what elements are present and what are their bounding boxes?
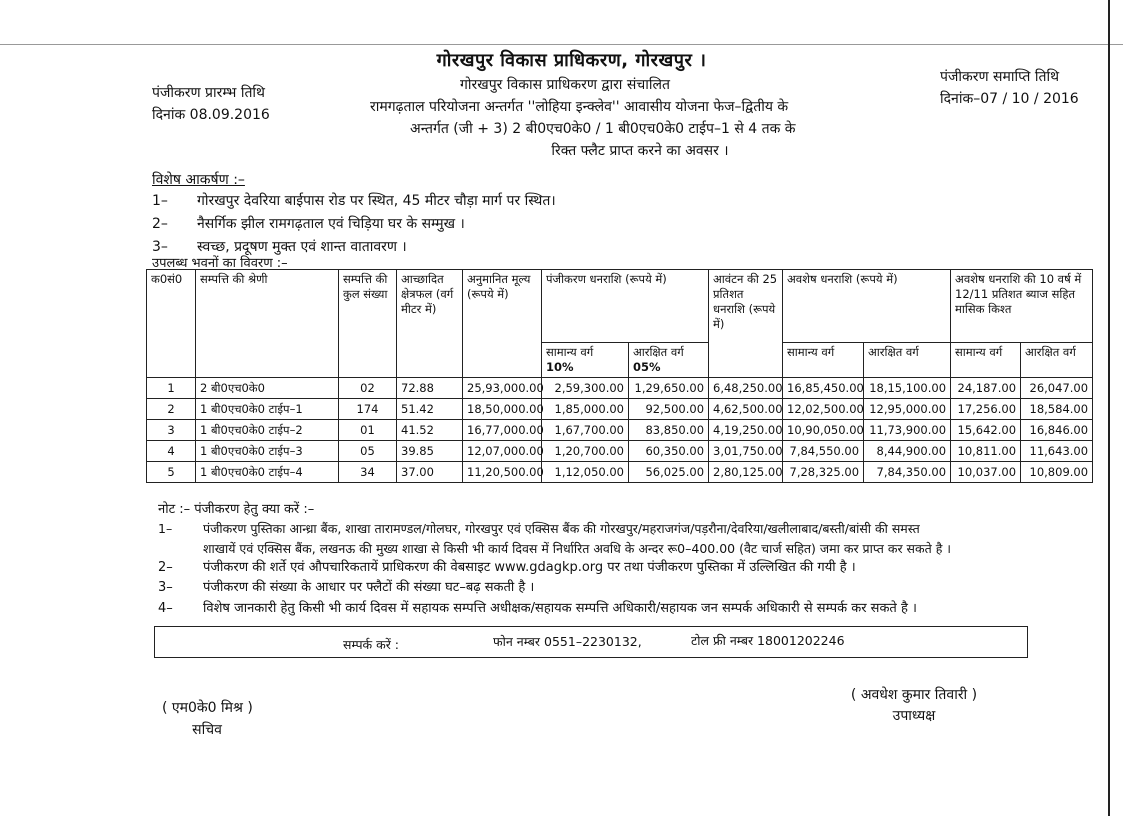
cell-category: 1 बी0एच0के0 टाईप–4 <box>196 462 339 483</box>
cell-emi-general: 24,187.00 <box>951 378 1021 399</box>
reg-general-pct: 10% <box>546 360 574 374</box>
cell-sno: 5 <box>147 462 196 483</box>
contact-phone: फोन नम्बर 0551–2230132, <box>493 634 642 649</box>
note-num: 1– <box>158 521 173 536</box>
registration-end <box>940 66 1079 110</box>
cell-value: 12,07,000.00 <box>463 441 542 462</box>
subcol-reg-general <box>542 343 629 378</box>
attraction-text: गोरखपुर देवरिया बाईपास रोड पर स्थित, 45 मीटर चौड़ा मार्ग पर स्थित। <box>197 193 556 209</box>
cell-reg-general: 1,85,000.00 <box>542 399 629 420</box>
cell-area: 41.52 <box>397 420 463 441</box>
note-num: 4– <box>158 601 173 616</box>
cell-balance-reserved: 18,15,100.00 <box>864 378 951 399</box>
cell-count: 34 <box>339 462 397 483</box>
note-num: 3– <box>158 580 173 595</box>
table-row <box>147 462 1093 483</box>
cell-balance-reserved: 8,44,900.00 <box>864 441 951 462</box>
cell-value: 18,50,000.00 <box>463 399 542 420</box>
header-line-4: रिक्त फ्लैट प्राप्त करने का अवसर । <box>551 143 729 159</box>
cell-balance-reserved: 12,95,000.00 <box>864 399 951 420</box>
signature-left <box>162 698 252 739</box>
col-allotment: आवंटन की 25 प्रतिशत धनराशि (रूपये में) <box>709 270 783 378</box>
cell-allotment: 2,80,125.00 <box>709 462 783 483</box>
cell-reg-general: 1,12,050.00 <box>542 462 629 483</box>
col-count: सम्पत्ति की कुल संख्या <box>339 270 397 378</box>
cell-reg-general: 1,20,700.00 <box>542 441 629 462</box>
cell-sno: 1 <box>147 378 196 399</box>
cell-sno: 4 <box>147 441 196 462</box>
attraction-num: 1– <box>152 193 168 209</box>
cell-category: 1 बी0एच0के0 टाईप–2 <box>196 420 339 441</box>
registration-end-date: दिनांक–07 / 10 / 2016 <box>940 91 1079 107</box>
cell-reg-general: 2,59,300.00 <box>542 378 629 399</box>
cell-count: 174 <box>339 399 397 420</box>
cell-value: 25,93,000.00 <box>463 378 542 399</box>
signatory-left-title: सचिव <box>192 722 222 738</box>
note-item-1 <box>158 519 951 559</box>
cell-emi-reserved: 16,846.00 <box>1021 420 1093 441</box>
cell-emi-general: 10,811.00 <box>951 441 1021 462</box>
cell-sno: 3 <box>147 420 196 441</box>
cell-allotment: 4,19,250.00 <box>709 420 783 441</box>
cell-category: 1 बी0एच0के0 टाईप–3 <box>196 441 339 462</box>
note-num: 2– <box>158 560 173 575</box>
note-item-2 <box>158 558 856 578</box>
col-category: सम्पत्ति की श्रेणी <box>196 270 339 378</box>
cell-balance-general: 16,85,450.00 <box>783 378 864 399</box>
cell-area: 72.88 <box>397 378 463 399</box>
table-row <box>147 378 1093 399</box>
page-border-right <box>1108 0 1110 816</box>
note-item-3 <box>158 578 534 598</box>
attraction-item-2 <box>152 214 465 233</box>
col-value: अनुमानित मूल्य (रूपये में) <box>463 270 542 378</box>
cell-allotment: 3,01,750.00 <box>709 441 783 462</box>
col-registration: पंजीकरण धनराशि (रूपये में) <box>542 270 709 343</box>
attraction-num: 3– <box>152 239 168 255</box>
cell-emi-reserved: 26,047.00 <box>1021 378 1093 399</box>
cell-area: 39.85 <box>397 441 463 462</box>
col-area: आच्छादित क्षेत्रफल (वर्ग मीटर में) <box>397 270 463 378</box>
cell-reg-reserved: 83,850.00 <box>629 420 709 441</box>
cell-emi-general: 17,256.00 <box>951 399 1021 420</box>
header-line-2: रामगढ़ताल परियोजना अन्तर्गत ''लोहिया इन्क्लेव'' आवासीय योजना फेज–द्वितीय के <box>370 99 789 115</box>
reg-reserved-pct: 05% <box>633 360 661 374</box>
cell-balance-general: 7,84,550.00 <box>783 441 864 462</box>
cell-count: 01 <box>339 420 397 441</box>
cell-balance-general: 10,90,050.00 <box>783 420 864 441</box>
attraction-num: 2– <box>152 216 168 232</box>
cell-balance-general: 12,02,500.00 <box>783 399 864 420</box>
reg-general-label: सामान्य वर्ग <box>546 345 594 359</box>
cell-allotment: 4,62,500.00 <box>709 399 783 420</box>
attraction-item-1 <box>152 191 556 210</box>
attraction-text: नैसर्गिक झील रामगढ़ताल एवं चिड़िया घर के सम्मुख । <box>197 216 465 232</box>
cell-emi-general: 15,642.00 <box>951 420 1021 441</box>
cell-category: 1 बी0एच0के0 टाईप–1 <box>196 399 339 420</box>
signatory-right-title: उपाध्यक्ष <box>892 708 936 724</box>
col-balance: अवशेष धनराशि (रूपये में) <box>783 270 951 343</box>
note-line-1: पंजीकरण पुस्तिका आन्ध्रा बैंक, शाखा तारामण्डल/गोलघर, गोरखपुर एवं एक्सिस बैंक की गोरखपुर/महराजगंज/पड़रौना/देवरिया/खलीलाबाद/बस्ती/बांसी की समस्त <box>203 521 920 536</box>
col-sno: क0सं0 <box>147 270 196 378</box>
page-border-top <box>0 44 1123 45</box>
note-text: पंजीकरण की संख्या के आधार पर फ्लैटों की संख्या घट–बढ़ सकती है । <box>203 580 535 595</box>
registration-end-label: पंजीकरण समाप्ति तिथि <box>940 69 1060 85</box>
note-line-2: शाखायें एवं एक्सिस बैंक, लखनऊ की मुख्य शाखा से किसी भी कार्य दिवस में निर्धारित अवधि के अन्दर रू0–400.00 (वैट चार्ज सहित) जमा कर प्राप्त कर सकते है । <box>203 541 952 556</box>
subcol-reg-reserved <box>629 343 709 378</box>
note-item-4 <box>158 599 917 619</box>
cell-reg-reserved: 56,025.00 <box>629 462 709 483</box>
signatory-right-name: ( अवधेश कुमार तिवारी ) <box>850 687 978 703</box>
reg-reserved-label: आरक्षित वर्ग <box>633 345 684 359</box>
header-line-3: अन्तर्गत (जी + 3) 2 बी0एच0के0 / 1 बी0एच0के0 टाईप–1 से 4 तक के <box>410 121 796 137</box>
cell-balance-reserved: 7,84,350.00 <box>864 462 951 483</box>
cell-reg-reserved: 60,350.00 <box>629 441 709 462</box>
contact-tollfree: टोल फ्री नम्बर 18001202246 <box>691 633 845 648</box>
cell-category: 2 बी0एच0के0 <box>196 378 339 399</box>
attractions-heading: विशेष आकर्षण :– <box>152 172 245 188</box>
cell-emi-reserved: 11,643.00 <box>1021 441 1093 462</box>
signatory-left-name: ( एम0के0 मिश्र ) <box>162 700 253 716</box>
cell-area: 37.00 <box>397 462 463 483</box>
cell-count: 02 <box>339 378 397 399</box>
cell-emi-general: 10,037.00 <box>951 462 1021 483</box>
cell-reg-reserved: 92,500.00 <box>629 399 709 420</box>
note-text: विशेष जानकारी हेतु किसी भी कार्य दिवस में सहायक सम्पत्ति अधीक्षक/सहायक सम्पत्ति अधिकारी/सहायक जन सम्पर्क अधिकारी से सम्पर्क कर सकते है । <box>203 601 917 616</box>
notes-heading: नोट :– पंजीकरण हेतु क्या करें :– <box>158 502 315 517</box>
cell-emi-reserved: 18,584.00 <box>1021 399 1093 420</box>
cell-emi-reserved: 10,809.00 <box>1021 462 1093 483</box>
registration-start <box>152 82 270 126</box>
cell-count: 05 <box>339 441 397 462</box>
cell-balance-general: 7,28,325.00 <box>783 462 864 483</box>
col-emi: अवशेष धनराशि की 10 वर्ष में 12/11 प्रतिशत ब्याज सहित मासिक किश्त <box>951 270 1093 343</box>
cell-area: 51.42 <box>397 399 463 420</box>
buildings-table <box>146 269 1093 483</box>
cell-value: 11,20,500.00 <box>463 462 542 483</box>
cell-reg-reserved: 1,29,650.00 <box>629 378 709 399</box>
subcol-emi-general: सामान्य वर्ग <box>951 343 1021 378</box>
cell-allotment: 6,48,250.00 <box>709 378 783 399</box>
cell-reg-general: 1,67,700.00 <box>542 420 629 441</box>
subcol-emi-reserved: आरक्षित वर्ग <box>1021 343 1093 378</box>
registration-start-date: दिनांक 08.09.2016 <box>152 107 270 123</box>
table-header-row <box>147 270 1093 343</box>
cell-value: 16,77,000.00 <box>463 420 542 441</box>
cell-balance-reserved: 11,73,900.00 <box>864 420 951 441</box>
subcol-balance-reserved: आरक्षित वर्ग <box>864 343 951 378</box>
contact-box <box>154 626 1028 658</box>
table-row <box>147 420 1093 441</box>
signature-right <box>850 685 978 725</box>
subcol-balance-general: सामान्य वर्ग <box>783 343 864 378</box>
page-title: गोरखपुर विकास प्राधिकरण, गोरखपुर । <box>436 50 707 71</box>
contact-label: सम्पर्क करें : <box>343 637 400 652</box>
table-row <box>147 441 1093 462</box>
table-caption: उपलब्ध भवनों का विवरण :– <box>152 256 288 271</box>
cell-sno: 2 <box>147 399 196 420</box>
registration-start-label: पंजीकरण प्रारम्भ तिथि <box>152 85 266 101</box>
table-row <box>147 399 1093 420</box>
attraction-text: स्वच्छ, प्रदूषण मुक्त एवं शान्त वातावरण । <box>197 239 407 255</box>
note-text: पंजीकरण की शर्ते एवं औपचारिकतायें प्राधिकरण की वेबसाइट www.gdagkp.org पर तथा पंजीकरण पुस्तिका में उल्लिखित की गयी है । <box>203 560 856 575</box>
header-line-1: गोरखपुर विकास प्राधिकरण द्वारा संचालित <box>460 77 670 93</box>
